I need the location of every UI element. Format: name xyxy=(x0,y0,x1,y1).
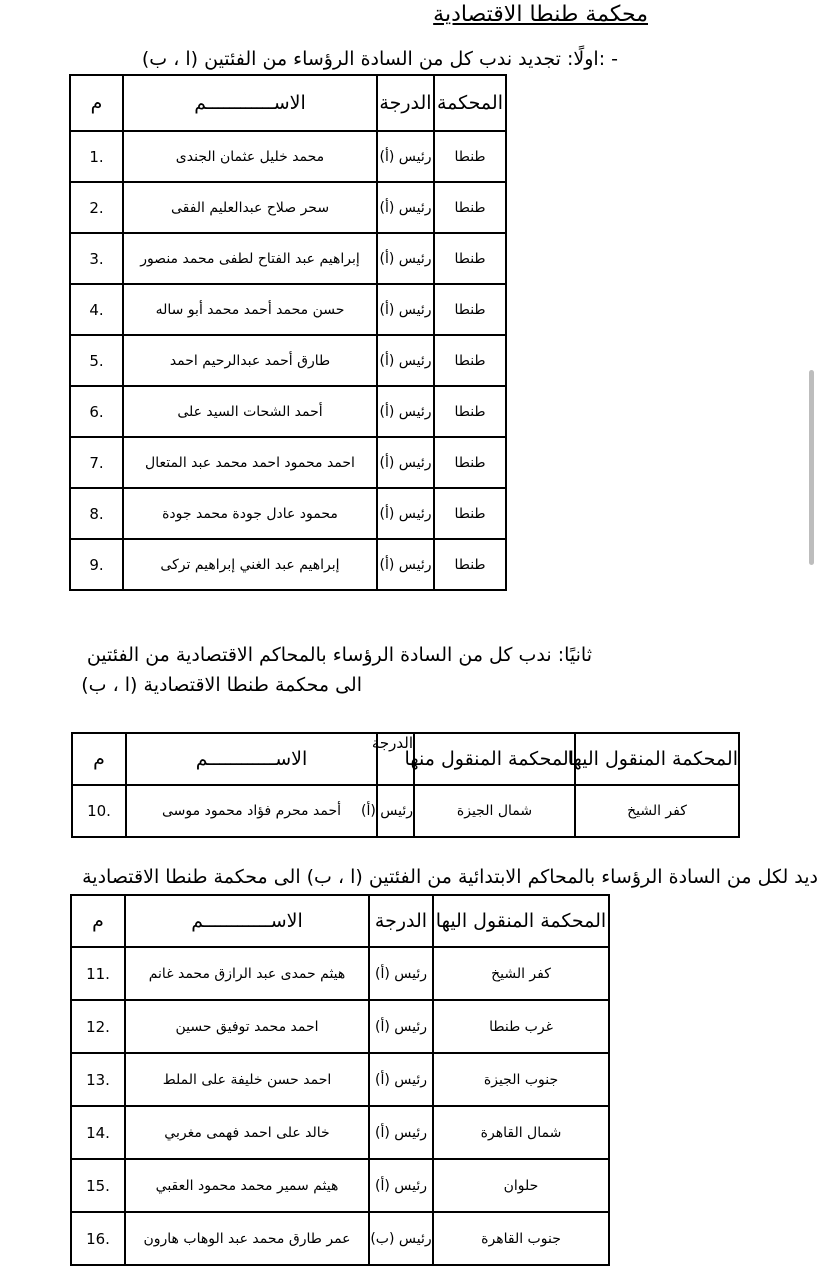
header-grade: الدرجة xyxy=(377,75,434,131)
cell-name: احمد محمود احمد محمد عبد المتعال xyxy=(123,437,377,488)
cell-grade: رئيس (أ) xyxy=(369,947,433,1000)
cell-to: جنوب القاهرة xyxy=(433,1212,609,1265)
cell-court: طنطا xyxy=(434,488,506,539)
cell-grade: رئيس (أ) xyxy=(377,488,434,539)
section2-heading-line1: ثانيًا: ندب كل من السادة الرؤساء بالمحاكم الاقتصادية من الفئتين xyxy=(86,644,592,666)
table-header-row xyxy=(70,75,506,131)
cell-num: 13. xyxy=(71,1053,125,1106)
header-name: الاســــــــــــم xyxy=(125,895,369,947)
cell-grade: رئيس (أ) xyxy=(369,1159,433,1212)
header-name: الاســــــــــــم xyxy=(126,733,377,785)
cell-grade: رئيس (أ) xyxy=(377,785,414,837)
table-header-row xyxy=(71,895,609,947)
table-row xyxy=(71,947,609,1000)
cell-num: 4. xyxy=(70,284,123,335)
scrollbar-thumb[interactable] xyxy=(809,370,814,565)
cell-grade: رئيس (ب) xyxy=(369,1212,433,1265)
cell-num: 6. xyxy=(70,386,123,437)
cell-num: 15. xyxy=(71,1159,125,1212)
cell-name: عمر طارق محمد عبد الوهاب هارون xyxy=(125,1212,369,1265)
cell-num: 11. xyxy=(71,947,125,1000)
cell-num: 1. xyxy=(70,131,123,182)
table-row xyxy=(71,1106,609,1159)
cell-num: 14. xyxy=(71,1106,125,1159)
table-row xyxy=(71,1159,609,1212)
cell-grade: رئيس (أ) xyxy=(377,284,434,335)
cell-name: إبراهيم عبد الفتاح لطفى محمد منصور xyxy=(123,233,377,284)
cell-name: حسن محمد أحمد محمد أبو ساله xyxy=(123,284,377,335)
cell-grade: رئيس (أ) xyxy=(377,335,434,386)
header-court: المحكمة xyxy=(434,75,506,131)
table-header-row xyxy=(72,733,739,785)
table-row xyxy=(70,488,506,539)
table-row xyxy=(70,437,506,488)
section2-heading-line2: الى محكمة طنطا الاقتصادية (ا ، ب) xyxy=(81,674,362,696)
table-row xyxy=(71,1212,609,1265)
cell-name: هيثم حمدى عبد الرازق محمد غانم xyxy=(125,947,369,1000)
header-name: الاســــــــــــم xyxy=(123,75,377,131)
table-row xyxy=(70,182,506,233)
cell-court: طنطا xyxy=(434,386,506,437)
cell-to: كفر الشيخ xyxy=(575,785,739,837)
table-row xyxy=(70,233,506,284)
cell-court: طنطا xyxy=(434,539,506,590)
cell-from: شمال الجيزة xyxy=(414,785,575,837)
cell-name: سحر صلاح عبدالعليم الفقى xyxy=(123,182,377,233)
header-grade: الدرجة xyxy=(369,895,433,947)
cell-name: طارق أحمد عبدالرحيم احمد xyxy=(123,335,377,386)
cell-name: احمد محمد توفيق حسين xyxy=(125,1000,369,1053)
cell-grade: رئيس (أ) xyxy=(377,539,434,590)
cell-name: أحمد محرم فؤاد محمود موسى xyxy=(126,785,377,837)
cell-name: خالد على احمد فهمى مغربي xyxy=(125,1106,369,1159)
section1-heading: - :اولًا: تجديد ندب كل من السادة الرؤساء من الفئتين (ا ، ب) xyxy=(141,48,618,70)
cell-grade: رئيس (أ) xyxy=(377,386,434,437)
cell-to: جنوب الجيزة xyxy=(433,1053,609,1106)
table-section2 xyxy=(71,732,740,838)
cell-num: 3. xyxy=(70,233,123,284)
table-row xyxy=(70,131,506,182)
table-section3 xyxy=(70,894,610,1266)
cell-to: كفر الشيخ xyxy=(433,947,609,1000)
cell-num: 10. xyxy=(72,785,126,837)
cell-num: 7. xyxy=(70,437,123,488)
cell-num: 12. xyxy=(71,1000,125,1053)
table-row xyxy=(70,386,506,437)
cell-num: 5. xyxy=(70,335,123,386)
cell-name: محمد خليل عثمان الجندى xyxy=(123,131,377,182)
cell-grade: رئيس (أ) xyxy=(369,1000,433,1053)
cell-num: 8. xyxy=(70,488,123,539)
cell-grade: رئيس (أ) xyxy=(369,1053,433,1106)
header-court-from: المحكمة المنقول منها xyxy=(414,733,575,785)
table-row xyxy=(70,284,506,335)
table-row xyxy=(70,539,506,590)
cell-name: إبراهيم عبد الغني إبراهيم تركى xyxy=(123,539,377,590)
cell-num: 2. xyxy=(70,182,123,233)
cell-court: طنطا xyxy=(434,335,506,386)
page-title: محكمة طنطا الاقتصادية xyxy=(433,2,648,27)
cell-grade: رئيس (أ) xyxy=(369,1106,433,1159)
table-row xyxy=(72,785,739,837)
header-number: م xyxy=(71,895,125,947)
cell-name: محمود عادل جودة محمد جودة xyxy=(123,488,377,539)
cell-name: احمد حسن خليفة على الملط xyxy=(125,1053,369,1106)
table-row xyxy=(71,1053,609,1106)
header-number: م xyxy=(70,75,123,131)
cell-grade: رئيس (أ) xyxy=(377,233,434,284)
header-court-to: المحكمة المنقول اليها xyxy=(575,733,739,785)
section3-heading: ديد لكل من السادة الرؤساء بالمحاكم الابتدائية من الفئتين (ا ، ب) الى محكمة طنطا الاقتصادية xyxy=(82,866,818,888)
header-grade: الدرجة xyxy=(377,733,414,785)
cell-court: طنطا xyxy=(434,284,506,335)
table-row xyxy=(71,1000,609,1053)
cell-grade: رئيس (أ) xyxy=(377,182,434,233)
cell-to: حلوان xyxy=(433,1159,609,1212)
table-row xyxy=(70,335,506,386)
cell-court: طنطا xyxy=(434,437,506,488)
cell-num: 16. xyxy=(71,1212,125,1265)
cell-court: طنطا xyxy=(434,131,506,182)
cell-grade: رئيس (أ) xyxy=(377,437,434,488)
cell-name: أحمد الشحات السيد على xyxy=(123,386,377,437)
cell-name: هيثم سمير محمد محمود العقبي xyxy=(125,1159,369,1212)
cell-num: 9. xyxy=(70,539,123,590)
cell-to: شمال القاهرة xyxy=(433,1106,609,1159)
header-number: م xyxy=(72,733,126,785)
cell-to: غرب طنطا xyxy=(433,1000,609,1053)
cell-grade: رئيس (أ) xyxy=(377,131,434,182)
cell-court: طنطا xyxy=(434,182,506,233)
header-court-to: المحكمة المنقول اليها xyxy=(433,895,609,947)
table-section1 xyxy=(69,74,507,591)
cell-court: طنطا xyxy=(434,233,506,284)
